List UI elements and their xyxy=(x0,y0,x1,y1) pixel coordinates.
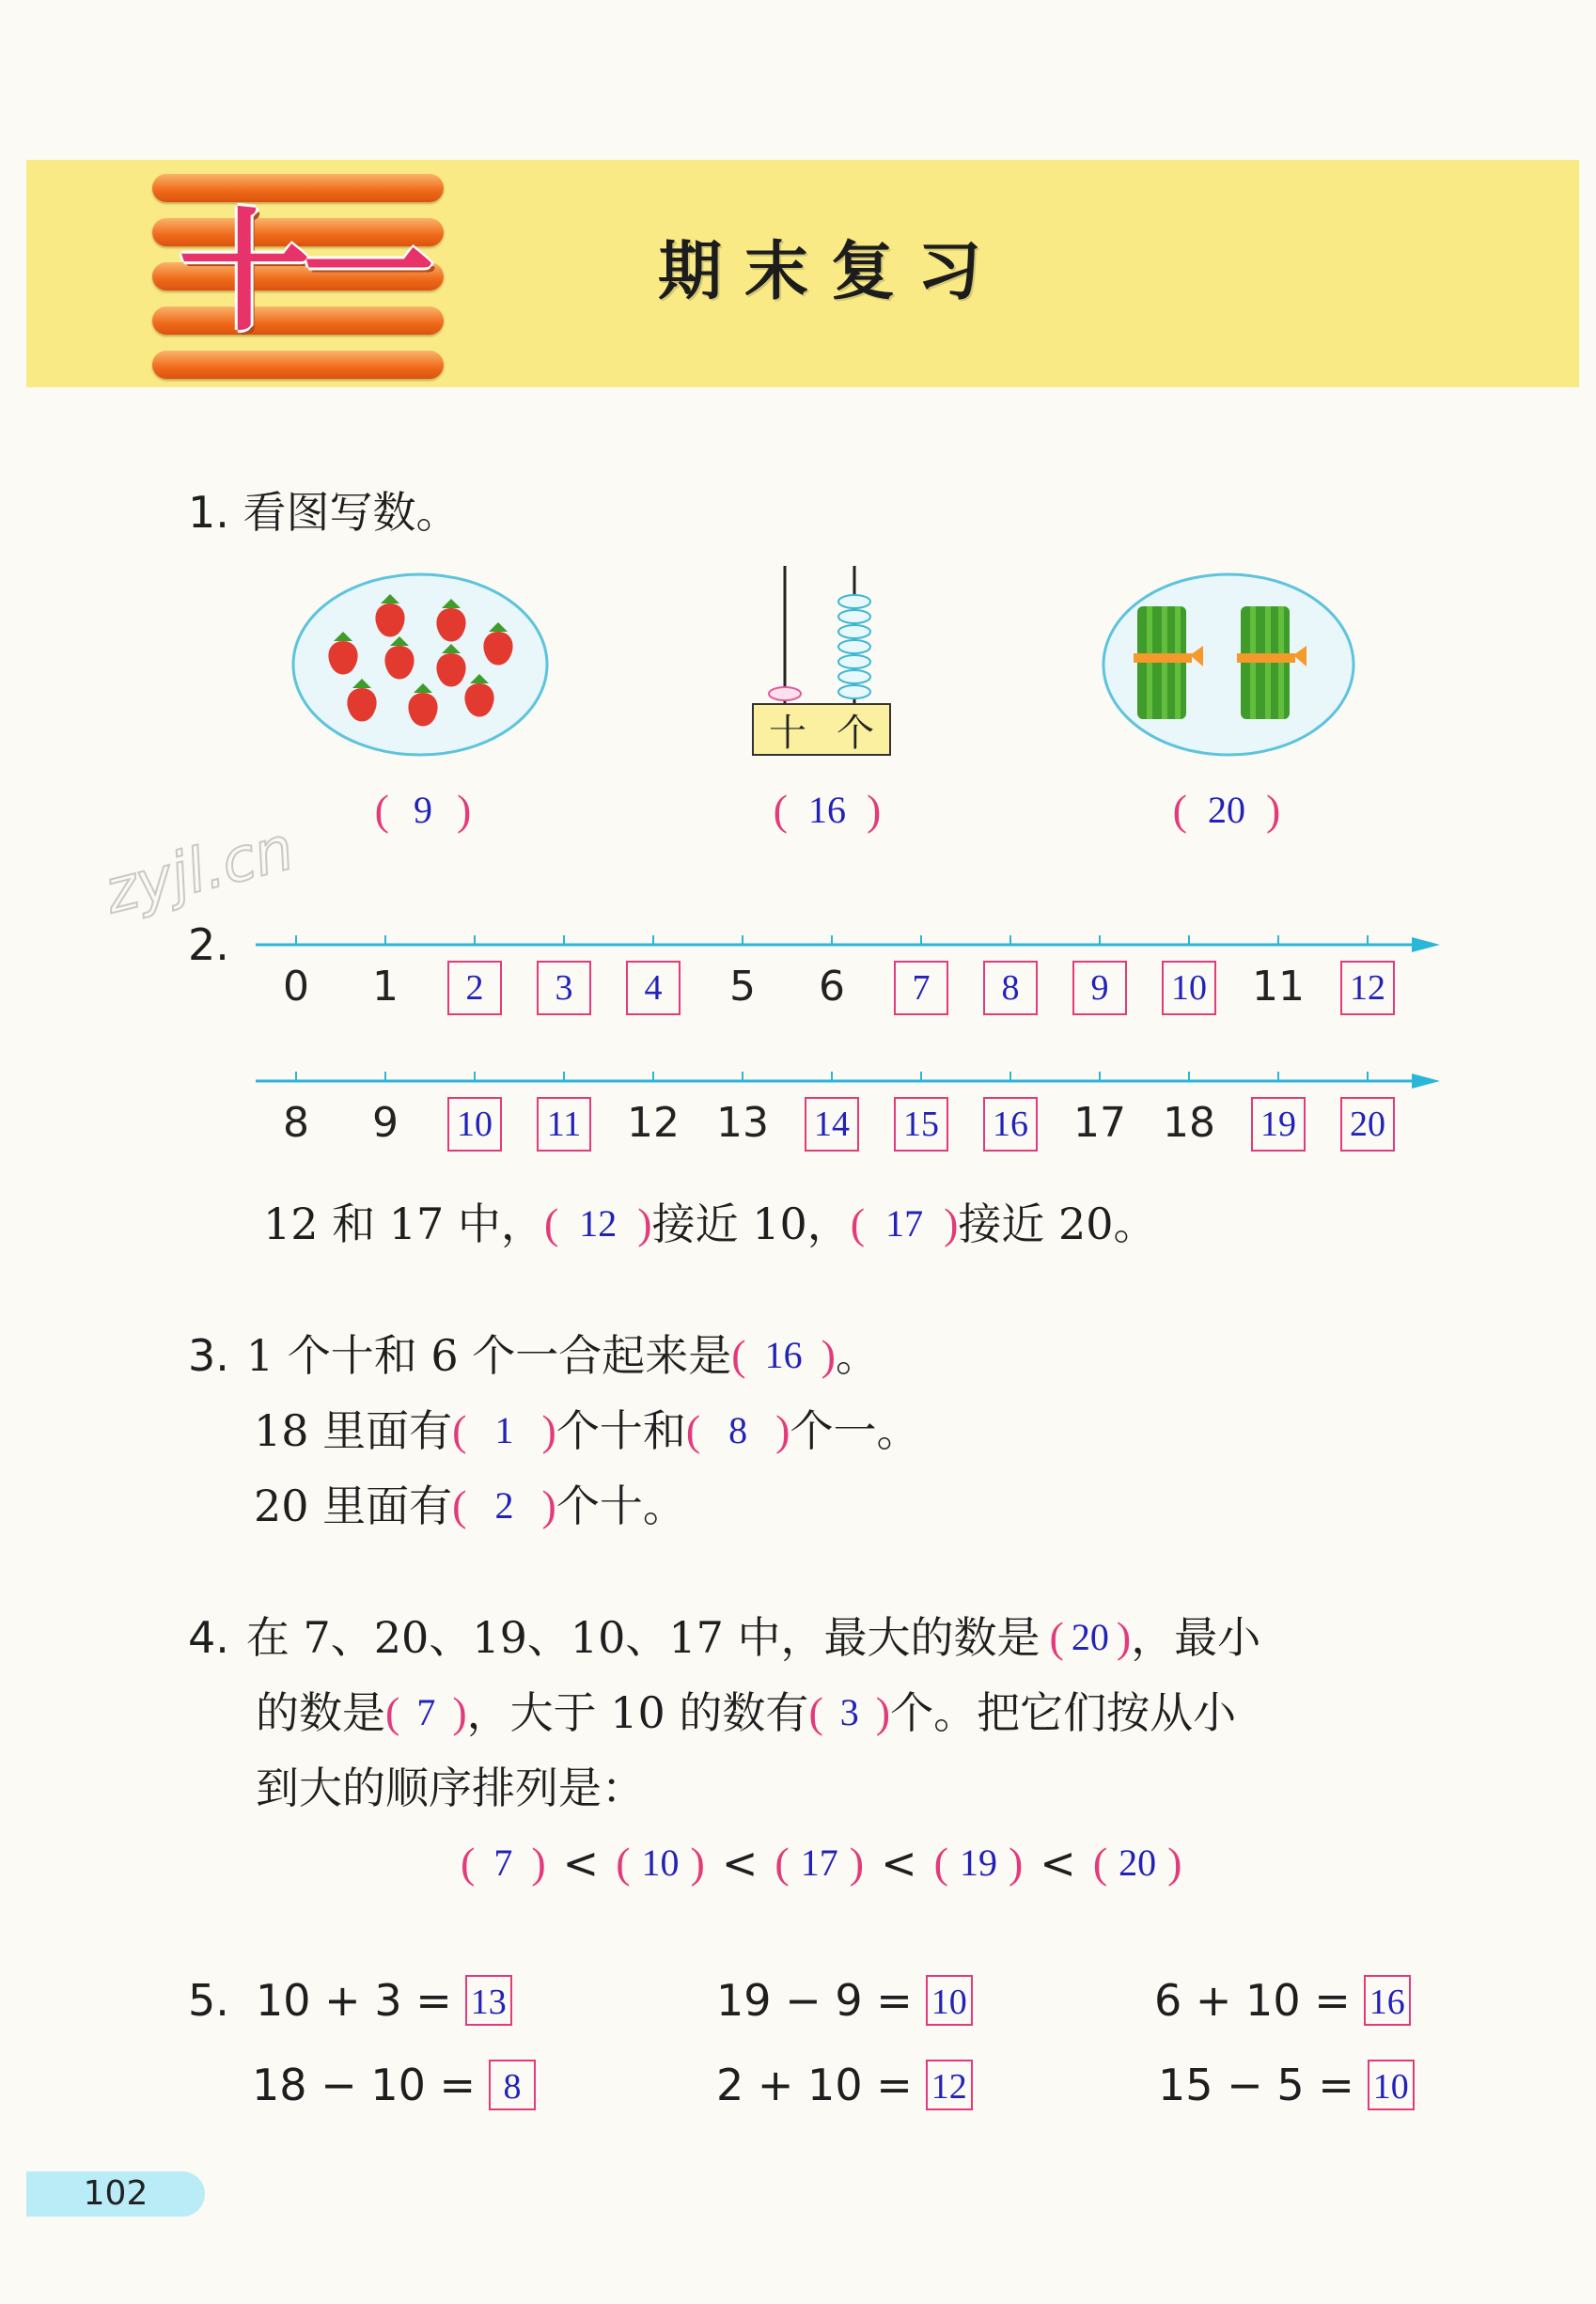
abacus-rods-icon xyxy=(747,564,898,714)
answer-box: 12 xyxy=(926,2060,973,2110)
q2-number: 2. xyxy=(188,919,229,970)
number-line-label: 13 xyxy=(716,1099,769,1147)
answer-box: 8 xyxy=(489,2060,536,2110)
abacus-tens-label: 十 xyxy=(769,711,806,755)
number-line-answer-box: 16 xyxy=(983,1097,1038,1152)
page-title: 期末复习 xyxy=(658,235,1005,309)
number-line-answer-box: 10 xyxy=(1162,961,1216,1015)
q4-line-2: 的数是 ( 7 ) ，大于 10 的数有 ( 3 ) 个。把它们按从小 xyxy=(256,1687,1237,1738)
number-line-answer-box: 14 xyxy=(805,1097,859,1152)
number-line-answer-box: 10 xyxy=(447,1097,502,1152)
number-line-answer-box: 9 xyxy=(1072,961,1127,1015)
number-line-label: 18 xyxy=(1163,1099,1215,1147)
q4-line-1: 4. 在 7、20、19、10、17 中，最大的数是 ( 20 ) ，最小 xyxy=(188,1612,1261,1663)
sticks-illustration xyxy=(1100,569,1358,761)
number-line-label: 17 xyxy=(1073,1099,1126,1147)
number-line-answer-box: 15 xyxy=(894,1097,948,1152)
q5-equation-6: 15 − 5 = 10 xyxy=(1158,2057,1415,2113)
number-line-1 xyxy=(254,926,1447,964)
answer-box: 13 xyxy=(465,1975,512,2026)
number-line-2-labels xyxy=(254,1095,1447,1161)
watermark: zyjl.cn xyxy=(98,813,301,928)
number-line-label: 12 xyxy=(627,1099,680,1147)
q2-sentence: 12 和 17 中， ( 12 ) 接近 10， ( 17 ) 接近 20。 xyxy=(263,1199,1157,1249)
q1-answer-2: ( 16 ) xyxy=(773,786,882,834)
number-line-answer-box: 19 xyxy=(1251,1097,1306,1152)
number-line-label: 8 xyxy=(283,1099,309,1147)
q3-line-1: 3. 1 个十和 6 个一合起来是 ( 16 ) 。 xyxy=(188,1330,879,1381)
number-line-answer-box: 8 xyxy=(983,961,1038,1015)
number-line-answer-box: 20 xyxy=(1340,1097,1395,1152)
number-line-label: 1 xyxy=(372,963,399,1011)
q3-line-3: 20 里面有 ( 2 ) 个十。 xyxy=(254,1481,686,1531)
page-number: 102 xyxy=(26,2171,205,2217)
q5-equation-2: 19 − 9 = 10 xyxy=(716,1972,973,2029)
abacus-illustration xyxy=(747,564,898,766)
arrow-right-icon xyxy=(1412,937,1440,952)
chapter-number: 十一 xyxy=(179,196,428,350)
number-line-answer-box: 2 xyxy=(447,961,502,1015)
answer-box: 10 xyxy=(926,1975,973,2026)
q5-equation-4: 18 − 10 = 8 xyxy=(252,2057,536,2113)
q5-number: 5. xyxy=(188,1975,229,2026)
number-line-2 xyxy=(254,1062,1447,1100)
number-line-label: 0 xyxy=(283,963,309,1011)
strawberries-illustration xyxy=(287,569,555,761)
q4-line-3: 到大的顺序排列是： xyxy=(256,1763,645,1813)
number-line-answer-box: 11 xyxy=(537,1097,591,1152)
q5-equation-3: 6 + 10 = 16 xyxy=(1154,1972,1411,2029)
q3-line-2: 18 里面有 ( 1 ) 个十和 ( 8 ) 个一。 xyxy=(254,1405,920,1456)
number-line-answer-box: 7 xyxy=(894,961,948,1015)
number-line-label: 5 xyxy=(729,963,756,1011)
number-line-answer-box: 3 xyxy=(537,961,591,1015)
number-line-1-labels xyxy=(254,959,1447,1025)
q5-equation-5: 2 + 10 = 12 xyxy=(716,2057,973,2113)
q5-equation-1: 10 + 3 = 13 xyxy=(256,1972,512,2029)
number-line-answer-box: 4 xyxy=(626,961,681,1015)
abacus-base xyxy=(752,703,891,756)
number-line-label: 9 xyxy=(372,1099,399,1147)
abacus-ones-label: 个 xyxy=(837,711,874,755)
arrow-right-icon xyxy=(1412,1074,1440,1089)
q1-answer-3: ( 20 ) xyxy=(1172,786,1281,834)
number-line-label: 11 xyxy=(1252,963,1305,1011)
q1-heading: 1. 看图写数。 xyxy=(188,487,460,538)
q4-order: ( 7 ) < ( 10 ) < ( 17 ) < ( 19 ) < ( 20 ) xyxy=(461,1838,1182,1889)
q1-answer-1: ( 9 ) xyxy=(374,786,472,834)
number-line-label: 6 xyxy=(819,963,845,1011)
answer-box: 16 xyxy=(1364,1975,1411,2026)
number-line-answer-box: 12 xyxy=(1340,961,1395,1015)
answer-box: 10 xyxy=(1368,2060,1415,2110)
